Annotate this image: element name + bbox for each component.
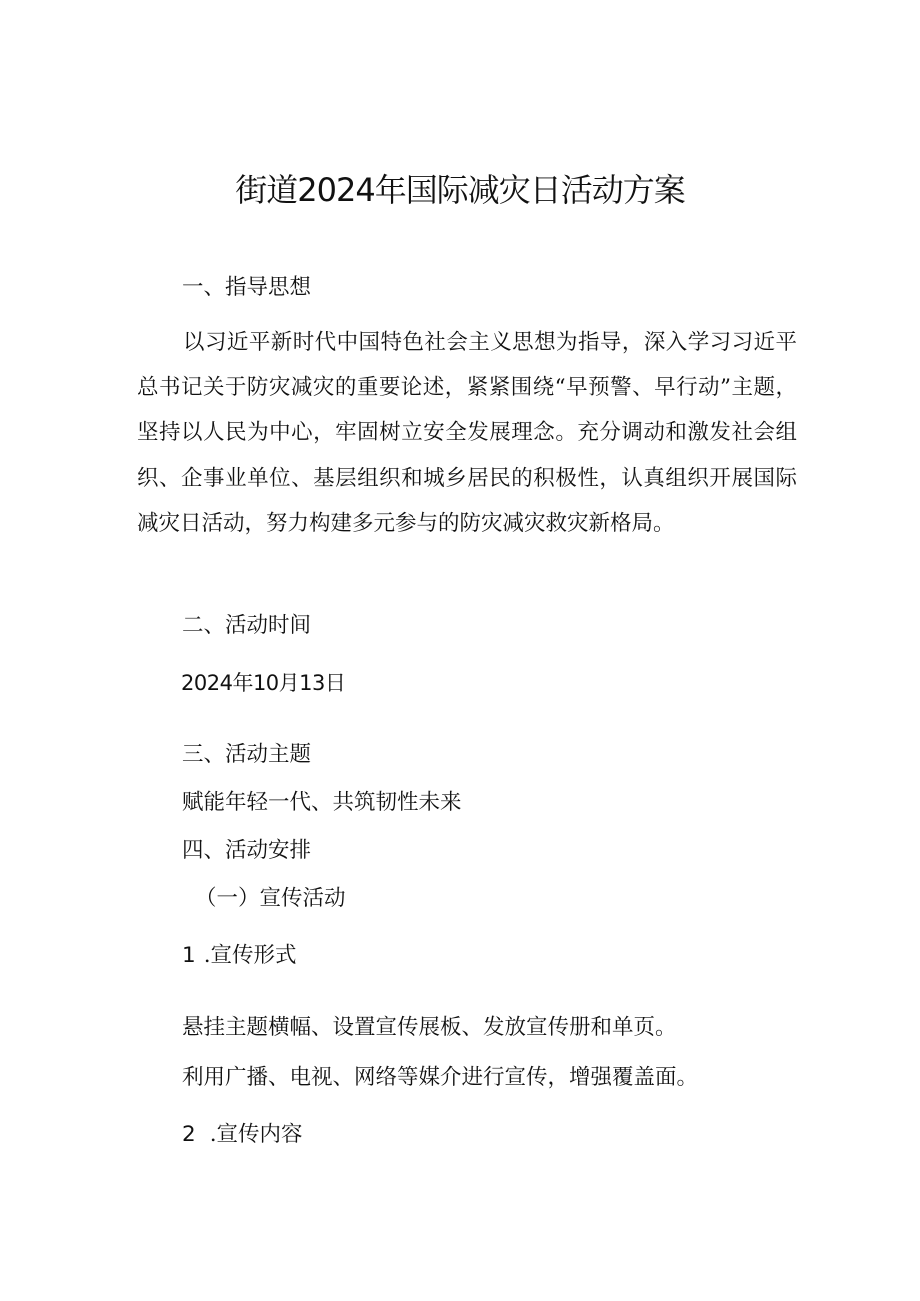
item-label: .宣传内容: [209, 1122, 303, 1147]
publicity-form-line-1: 悬挂主题横幅、设置宣传展板、发放宣传册和单页。: [182, 1015, 677, 1040]
activity-theme-text: 赋能年轻一代、共筑韧性未来: [182, 790, 462, 815]
document-title: 街道2024年国际减灾日活动方案: [235, 171, 685, 209]
item-number: 1: [182, 943, 196, 968]
subsection-publicity-activities: （一）宣传活动: [195, 886, 346, 911]
guiding-ideology-paragraph: 以习近平新时代中国特色社会主义思想为指导，深入学习习近平总书记关于防灾减灾的重要论述，紧紧围绕“早预警、早行动”主题，坚持以人民为中心，牢固树立安全发展理念。充分调动和激发社会组织、企事业单位、基层组织和城乡居民的积极性，认真组织开展国际减灾日活动，努力构建多元参与的防灾减灾救灾新格局。: [137, 330, 797, 536]
item-publicity-content: [182, 1120, 303, 1150]
section-heading-guiding-ideology: 一、指导思想: [182, 275, 312, 300]
activity-date: 2024年10月13日: [181, 671, 346, 695]
section-heading-activity-time: 二、活动时间: [182, 613, 312, 638]
section-heading-activity-theme: 三、活动主题: [182, 742, 312, 767]
publicity-form-line-2: 利用广播、电视、网络等媒介进行宣传，增强覆盖面。: [182, 1065, 699, 1090]
item-publicity-form: [182, 941, 297, 971]
section-heading-activity-arrangement: 四、活动安排: [182, 838, 312, 863]
item-label: .宣传形式: [203, 943, 297, 968]
item-number: 2: [182, 1122, 196, 1147]
